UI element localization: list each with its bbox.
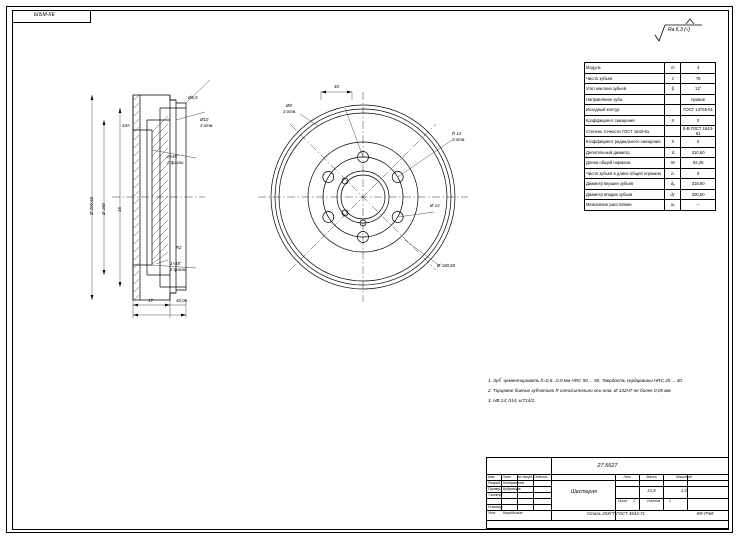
dim-bore-diameter: Ø 160 — [101, 203, 106, 215]
note-40-dim: 40 — [334, 84, 339, 89]
spec-row — [585, 189, 716, 200]
tb-name-utv: Коробочкин — [503, 510, 523, 515]
note-radius-r2: R2 — [176, 245, 182, 250]
spec-value: 92,25 — [681, 158, 716, 169]
spec-param: Коэффициент радиального смещения — [585, 137, 665, 148]
spec-symbol: X — [665, 137, 681, 148]
spec-param: Степень точности ГОСТ 1643-81 — [585, 126, 665, 137]
spec-row — [585, 73, 716, 84]
note-10a: 10A — [122, 123, 130, 128]
spec-row — [585, 168, 716, 179]
spec-param: Коэффициент смещения — [585, 115, 665, 126]
spec-param: Число зубьев в длине общей нормали — [585, 168, 665, 179]
spec-row — [585, 147, 716, 158]
spec-value: ГОСТ 13755-81 — [681, 105, 716, 116]
spec-param: Межосевое расстояние — [585, 200, 665, 211]
spec-param: Исходный контур — [585, 105, 665, 116]
spec-param: Модуль — [585, 63, 665, 74]
tb-role-razrab: Разраб. — [488, 480, 502, 485]
spec-row — [585, 126, 716, 137]
dim-outer-diameter: Ø 200,60 — [89, 196, 94, 215]
note-8-dia-count: 3 отв. — [283, 109, 297, 114]
spec-row — [585, 84, 716, 95]
spec-row — [585, 179, 716, 190]
tech-req-2: 2. Торцевое биение зубчатого R относительно оси отв. Ø 132H7 не более 0,05 мм. — [488, 387, 672, 393]
tb-role-utv: Утв. — [488, 510, 497, 515]
spec-symbol: zₙ — [665, 168, 681, 179]
technical-requirements — [488, 378, 723, 405]
spec-param: Угол наклона зубьев — [585, 84, 665, 95]
tb-col-list: Лист — [502, 474, 512, 479]
spec-symbol: dₐ — [665, 179, 681, 190]
spec-symbol: z — [665, 73, 681, 84]
spec-value: 12° — [681, 84, 716, 95]
spec-symbol — [665, 126, 681, 137]
tb-lit-label: Лит. — [623, 474, 632, 479]
dim-width-17: 40,06 — [176, 298, 187, 303]
tech-req-3: 3. HB 24; h14; ±IT14/2. — [488, 397, 536, 403]
drawing-number: 27.5627 — [597, 463, 618, 469]
tb-name-prover: Кудрявцев — [503, 486, 521, 491]
spec-row — [585, 200, 716, 211]
spec-symbol — [665, 105, 681, 116]
tech-req-1: 1. Зуб ́ цементировать h=0,6...0,9 мм HRC 50 ... 55. Твердость сердцевины HRC 25 ... 30. — [488, 378, 684, 383]
spec-value: 8 — [681, 168, 716, 179]
note-chamfer-1x45: 1×45° — [170, 261, 182, 266]
spec-value: 318,60 — [681, 179, 716, 190]
tb-col-docum: № докум. — [518, 474, 533, 479]
part-name: Шестерня — [571, 489, 597, 495]
tb-scale-label: Масштаб — [676, 474, 692, 479]
spec-symbol: β — [665, 84, 681, 95]
tb-role-prover: Провер. — [488, 486, 502, 491]
spec-value: 4 — [681, 63, 716, 74]
spec-param: Диаметр впадин зубьев — [585, 189, 665, 200]
tb-sheets-label: Листов — [647, 499, 661, 503]
title-block — [486, 457, 729, 529]
note-180-dia: Ø 180,60 — [437, 263, 456, 268]
note-chamfer-2x45-count: 2 фаски — [167, 160, 184, 165]
tb-sheets-value: 1 — [669, 499, 671, 503]
tb-sheet-value: 1 — [633, 499, 635, 503]
note-6-5-dia: Ø6,5 — [188, 95, 198, 100]
tb-name-razrab: Кондратьев — [503, 480, 524, 485]
spec-row — [585, 115, 716, 126]
corner-stamp-text: ЫЪМ-ХЕ — [34, 12, 55, 18]
spec-row — [585, 63, 716, 74]
tb-scale-value: 1:2 — [681, 488, 687, 493]
spec-param: Число зубьев — [585, 73, 665, 84]
spec-value: 0 — [681, 137, 716, 148]
tb-col-podpis: Подпись — [534, 474, 548, 479]
dim-width-16: 17 — [148, 298, 153, 303]
tb-col-izm: Изм. — [488, 474, 496, 479]
spec-param: Делительный диаметр — [585, 147, 665, 158]
spec-param: Диаметр вершин зубьев — [585, 179, 665, 190]
spec-symbol: dƒ — [665, 189, 681, 200]
spec-row — [585, 137, 716, 148]
tb-mass-value: 21,8 — [647, 488, 656, 493]
spec-value: 8-В ГОСТ 1643-81 — [681, 126, 716, 137]
dim-hub-diameter: 16 — [117, 207, 122, 212]
note-chamfer-1x45-count: 2 фаски — [170, 267, 187, 272]
spec-row — [585, 94, 716, 105]
spec-symbol: W — [665, 158, 681, 169]
note-10-dia-count: 3 отв. — [200, 123, 214, 128]
note-r12-count: 3 отв. — [452, 137, 466, 142]
spec-value: -- — [681, 200, 716, 211]
spec-symbol: m — [665, 63, 681, 74]
organization: КФ-ПЧИ — [696, 511, 714, 516]
spec-symbol: d — [665, 147, 681, 158]
note-chamfer-2x45: 2×45° — [167, 154, 179, 159]
spec-value: 76 — [681, 73, 716, 84]
spec-row — [585, 105, 716, 116]
spec-symbol: X — [665, 115, 681, 126]
gear-specification-table — [584, 62, 716, 211]
spec-value: 310,60 — [681, 147, 716, 158]
surface-roughness-label: Ra 6,3 (√) — [668, 27, 691, 33]
spec-value: правое — [681, 94, 716, 105]
tb-role-nkontr: Н.контр. — [488, 504, 504, 509]
tb-sheet-label: Лист — [618, 499, 628, 503]
spec-param: Направление зуба — [585, 94, 665, 105]
note-r12: R 12 — [452, 131, 462, 136]
tb-mass-label: Масса — [646, 474, 657, 479]
note-12-dia: Ø 12 — [430, 203, 440, 208]
spec-param: Длина общей нормали — [585, 158, 665, 169]
tb-role-tkontr: Т.контр. — [488, 492, 503, 497]
note-8-dia: Ø8 — [286, 103, 292, 108]
spec-value: 0 — [681, 115, 716, 126]
spec-value: 300,60 — [681, 189, 716, 200]
spec-symbol: aₒ — [665, 200, 681, 211]
material-spec: Сталь 25ХГТ ГОСТ 4543-71 — [587, 511, 645, 516]
spec-row — [585, 158, 716, 169]
spec-symbol — [665, 94, 681, 105]
note-10-dia: Ø10 — [200, 117, 209, 122]
